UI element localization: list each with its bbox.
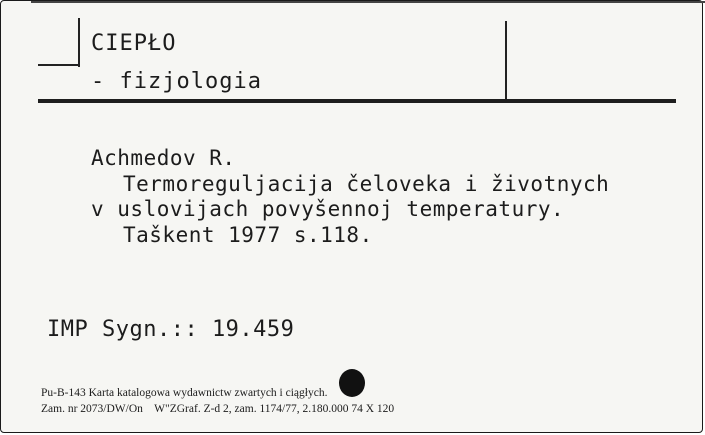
subject-heading: CIEPŁO xyxy=(91,31,177,56)
entry-author: Achmedov R. xyxy=(91,146,236,170)
subject-subheading: - fizjologia xyxy=(91,69,262,94)
footer-print-line: Zam. nr 2073/DW/On W"ZGraf. Z-d 2, zam. 1174/77, 2.180.000 74 X 120 xyxy=(41,403,395,415)
header-divider xyxy=(38,99,676,103)
footer-form-line: Pu-B-143 Karta katalogowa wydawnictw zwartych i ciągłych. xyxy=(41,387,328,399)
top-edge-line xyxy=(31,1,705,3)
entry-imprint: Taškent 1977 s.118. xyxy=(123,223,373,247)
left-vertical-rule xyxy=(78,18,80,67)
punch-hole xyxy=(339,369,365,397)
blank-field-underline xyxy=(38,64,79,66)
right-vertical-rule xyxy=(505,21,507,103)
entry-title-line-1: Termoreguljacija čeloveka i životnych xyxy=(123,172,610,196)
call-number: IMP Sygn.:: 19.459 xyxy=(47,317,295,342)
entry-title-line-2: v uslovijach povyšennoj temperatury. xyxy=(91,197,565,221)
